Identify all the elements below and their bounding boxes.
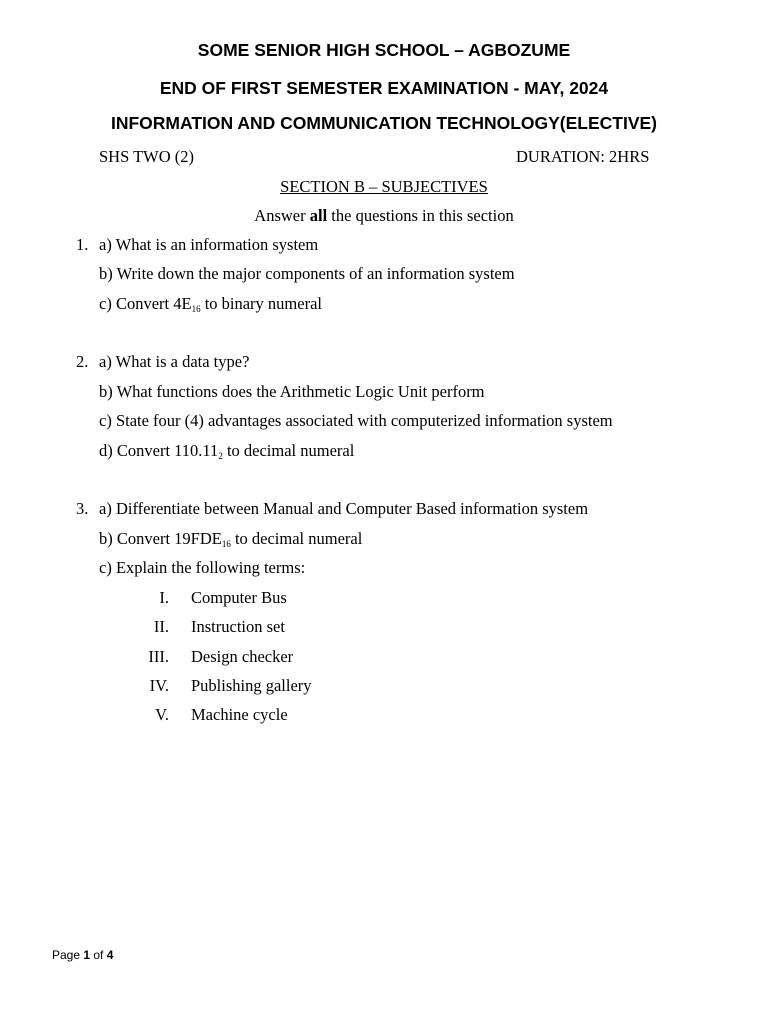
- class-label: SHS TWO (2): [99, 147, 195, 166]
- question-number: 1.: [76, 235, 89, 254]
- question-part: b) Convert $19FDE_{16}$ to decimal numeral: [99, 529, 363, 549]
- section-title: SECTION B – SUBJECTIVES: [280, 177, 488, 196]
- question-part: a) What is a data type?: [99, 352, 250, 371]
- term-text: Publishing gallery: [191, 676, 312, 695]
- subject-title: INFORMATION AND COMMUNICATION TECHNOLOGY(ELECTIVE): [110, 113, 658, 133]
- question-part: a) What is an information system: [99, 235, 319, 254]
- question-part: c) Explain the following terms:: [99, 558, 306, 577]
- term-text: Instruction set: [191, 617, 285, 636]
- question-number: 2.: [76, 352, 89, 371]
- question-part: b) Write down the major components of an information system: [99, 264, 515, 283]
- section-instruction: Answer all the questions in this section: [254, 206, 514, 225]
- exam-title: END OF FIRST SEMESTER EXAMINATION - MAY, 2024: [159, 78, 609, 98]
- roman-numeral: IV.: [149, 676, 169, 695]
- term-text: Design checker: [191, 647, 294, 666]
- roman-numeral: III.: [148, 647, 169, 666]
- question-part: c) Convert $4E_{16}$ to binary numeral: [99, 294, 322, 314]
- question-part: d) Convert $110.11_2$ to decimal numeral: [99, 441, 355, 461]
- roman-numeral: V.: [155, 705, 169, 724]
- question-number: 3.: [76, 499, 89, 518]
- question-part: a) Differentiate between Manual and Computer Based information system: [99, 499, 589, 518]
- roman-numeral: II.: [153, 617, 169, 636]
- page-number: Page 1 of 4: [52, 948, 114, 962]
- school-name: SOME SENIOR HIGH SCHOOL – AGBOZUME: [197, 40, 571, 60]
- term-text: Computer Bus: [191, 588, 287, 607]
- roman-numeral: I.: [159, 588, 169, 607]
- duration-label: DURATION: 2HRS: [516, 147, 650, 166]
- question-part: b) What functions does the Arithmetic Logic Unit perform: [99, 382, 485, 401]
- question-part: c) State four (4) advantages associated with computerized information system: [99, 411, 613, 430]
- term-text: Machine cycle: [191, 705, 288, 724]
